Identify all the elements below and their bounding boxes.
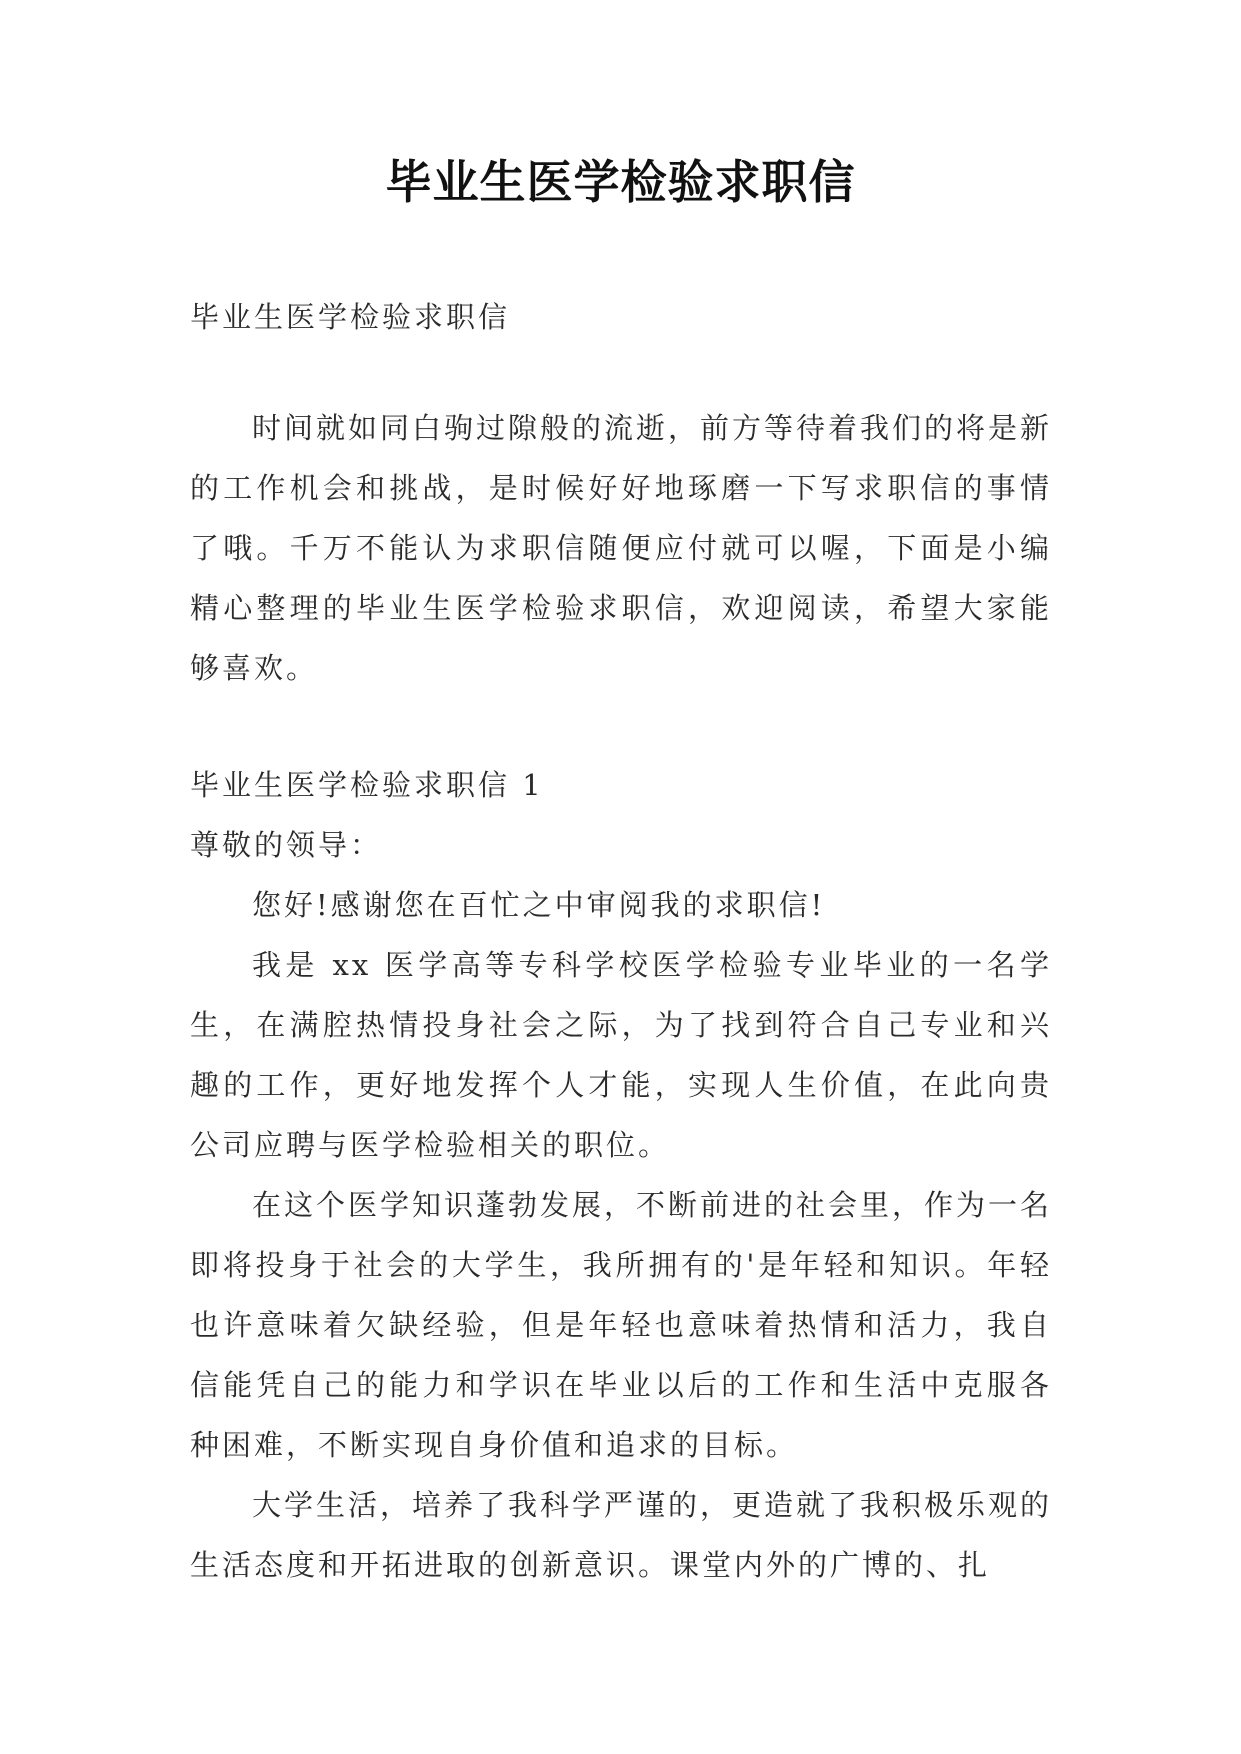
- body-paragraph-university-life: 大学生活，培养了我科学严谨的，更造就了我积极乐观的生活态度和开拓进取的创新意识。课堂内外的广博的、扎: [190, 1488, 1053, 1582]
- body-paragraph-greeting: 您好!感谢您在百忙之中审阅我的求职信!: [252, 888, 826, 922]
- section-heading: 毕业生医学检验求职信 1: [190, 768, 544, 802]
- body-paragraph-introduction: 我是 xx 医学高等专科学校医学检验专业毕业的一名学生，在满腔热情投身社会之际，为了找到符合自己专业和兴趣的工作，更好地发挥个人才能，实现人生价值，在此向贵公司应聘与医学检验相关的职位。: [190, 948, 1052, 1162]
- document-title: 毕业生医学检验求职信: [385, 155, 856, 209]
- salutation: 尊敬的领导：: [190, 828, 383, 862]
- document-subtitle: 毕业生医学检验求职信: [190, 300, 511, 334]
- body-paragraph-youth: 在这个医学知识蓬勃发展，不断前进的社会里，作为一名即将投身于社会的大学生，我所拥有的'是年轻和知识。年轻也许意味着欠缺经验，但是年轻也意味着热情和活力，我自信能凭自己的能力和学识在毕业以后的工作和生活中克服各种困难，不断实现自身价值和追求的目标。: [190, 1188, 1053, 1462]
- intro-paragraph: 时间就如同白驹过隙般的流逝，前方等待着我们的将是新的工作机会和挑战，是时候好好地琢磨一下写求职信的事情了哦。千万不能认为求职信随便应付就可以喔，下面是小编精心整理的毕业生医学检验求职信，欢迎阅读，希望大家能够喜欢。: [190, 411, 1053, 685]
- letter-body: [190, 755, 1052, 1595]
